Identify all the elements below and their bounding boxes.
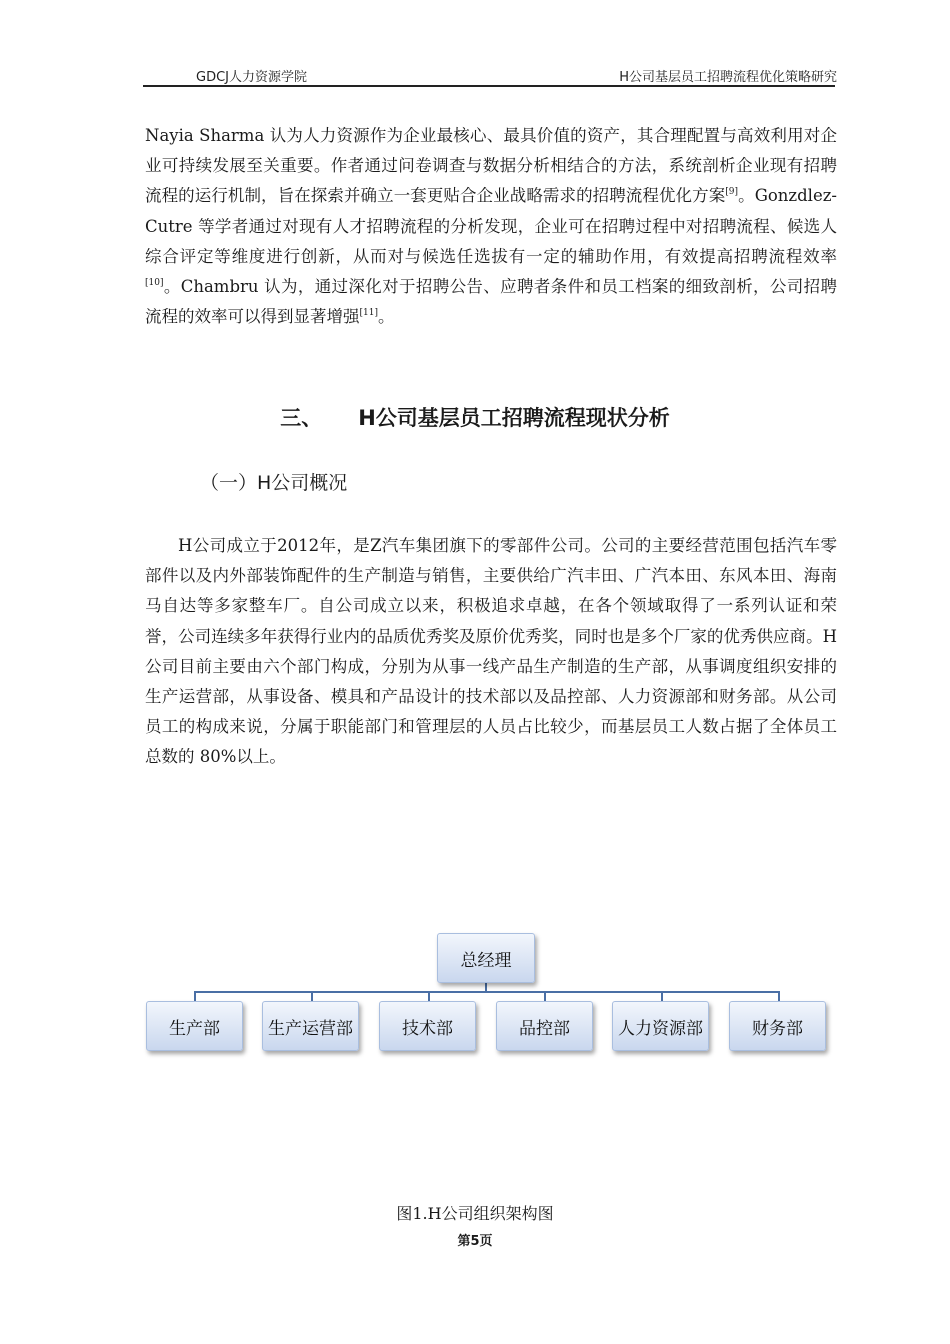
connector-line (485, 983, 487, 992)
citation-ref: [10] (145, 278, 164, 289)
connector-line (661, 991, 663, 1001)
org-node-general-manager: 总经理 (437, 933, 535, 983)
paragraph-text: 。Chambru 认为，通过深化对于招聘公告、应聘者条件和员工档案的细致剖析，公司招聘流程的效率可以得到显著增强 (145, 277, 837, 327)
connector-line (778, 991, 780, 1001)
org-node-production: 生产部 (146, 1001, 243, 1051)
subsection-heading: （一）H公司概况 (200, 472, 348, 494)
page-number: 第5页 (457, 1234, 493, 1249)
connector-line (194, 991, 196, 1001)
section-heading (0, 402, 950, 432)
citation-ref: [11] (359, 308, 378, 319)
org-node-finance: 财务部 (729, 1001, 826, 1051)
paragraph-text: 。 (377, 307, 395, 327)
connector-line (428, 991, 430, 1001)
figure-caption: 图1.H公司组织架构图 (396, 1204, 554, 1223)
header-title: H公司基层员工招聘流程优化策略研究 (619, 70, 837, 85)
header-school: GDCJ人力资源学院 (196, 70, 307, 85)
header-rule (143, 85, 835, 87)
org-node-quality-control: 品控部 (496, 1001, 593, 1051)
citation-ref: [9] (725, 187, 739, 198)
paragraph-text: 。Gonzdlez-Cutre 等学者通过对现有人才招聘流程的分析发现，企业可在招聘过程中对招聘流程、候选人综合评定等维度进行创新，从而对与候选任选拔有一定的辅助作用，有效提高招聘流程效率 (145, 186, 837, 266)
connector-line (544, 991, 546, 1001)
section-number: 三、 (280, 406, 323, 430)
paragraph-text: Nayia Sharma 认为人力资源作为企业最核心、最具价值的资产，其合理配置与高效利用对企业可持续发展至关重要。作者通过问卷调查与数据分析相结合的方法，系统剖析企业现有招聘流程的运行机制，旨在探索并确立一套更贴合企业战略需求的招聘流程优化方案 (145, 126, 837, 206)
paragraph-company-overview: H公司成立于2012年，是Z汽车集团旗下的零部件公司。公司的主要经营范围包括汽车零部件以及内外部装饰配件的生产制造与销售，主要供给广汽丰田、广汽本田、东风本田、海南马自达等多家整车厂。自公司成立以来，积极追求卓越，在各个领域取得了一系列认证和荣誉，公司连续多年获得行业内的品质优秀奖及原价优秀奖，同时也是多个厂家的优秀供应商。H公司目前主要由六个部门构成，分别为从事一线产品生产制造的生产部，从事调度组织安排的生产运营部，从事设备、模具和产品设计的技术部以及品控部、人力资源部和财务部。从公司员工的构成来说，分属于职能部门和管理层的人员占比较少，而基层员工人数占据了全体员工总数的 80%以上。 (145, 536, 837, 767)
org-node-human-resources: 人力资源部 (612, 1001, 709, 1051)
paragraph-literature (145, 121, 837, 332)
connector-line (311, 991, 313, 1001)
org-node-technology: 技术部 (379, 1001, 476, 1051)
org-node-production-operations: 生产运营部 (262, 1001, 359, 1051)
connector-line (194, 991, 779, 993)
section-title: H公司基层员工招聘流程现状分析 (358, 406, 670, 430)
